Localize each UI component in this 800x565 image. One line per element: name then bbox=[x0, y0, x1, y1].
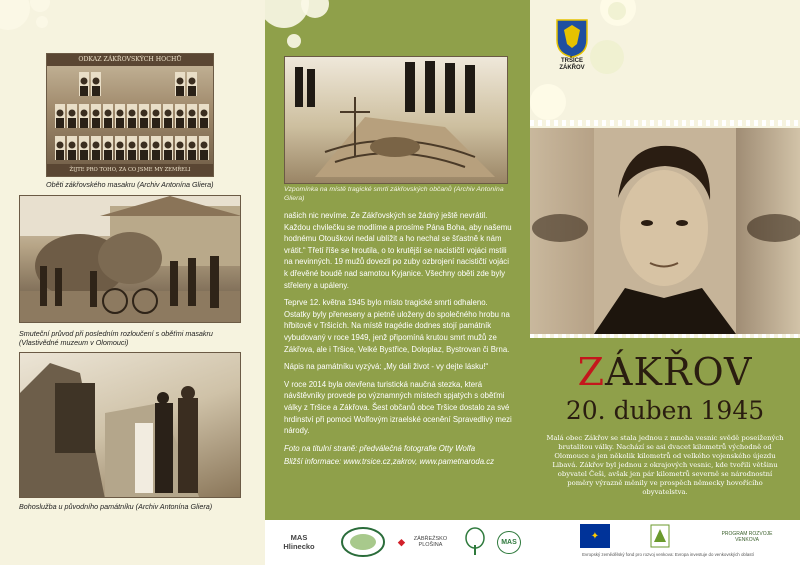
victim-portrait-head bbox=[201, 110, 208, 117]
logo-seal bbox=[340, 527, 386, 557]
victim-portrait-head bbox=[153, 110, 160, 117]
intro-text: Malá obec Zákřov se stala jednou z mnoha vesnic svědě poseižených brutalitou války. Nachází se asi dvacet kilometrů východně od Olomouce a jen několik kilometrů od velkého vojenského újezdu Libavá. Zákřov byl jednou z okrajových vesnic, kde tvořili většinu obyvatel Češi, avšak jen pár kilometrů severně se národnostní poměry výrazně měnily ve prospěch německy hovořícího obyvatelstva. bbox=[546, 434, 784, 496]
caption-funeral: Smuteční průvod při posledním rozloučení s oběťmi masakru (Vlastivědné muzeum v Olomouci) bbox=[19, 329, 213, 347]
title-rest: ÁKŘOV bbox=[605, 350, 753, 394]
tragedy-site-photo bbox=[284, 56, 508, 184]
victim-portrait-body bbox=[80, 150, 88, 160]
memorial-footer: ŽIJTE PRO TOHO, ZA CO JSME MY ZEMŘELI bbox=[47, 164, 213, 176]
victim-portrait-body bbox=[92, 118, 100, 128]
decor-circle bbox=[590, 40, 624, 74]
victim-portrait-head bbox=[93, 142, 100, 149]
logo-mas bbox=[494, 527, 524, 557]
victim-portrait-head bbox=[117, 142, 124, 149]
victim-portrait-body bbox=[68, 118, 76, 128]
victim-portrait-body bbox=[200, 118, 208, 128]
logo-mas-hlinecko: MAS Hlinecko bbox=[283, 533, 315, 551]
victim-portrait-head bbox=[93, 110, 100, 117]
victim-portrait-head bbox=[117, 110, 124, 117]
victim-portrait-body bbox=[116, 150, 124, 160]
victims-memorial-photo bbox=[46, 53, 214, 177]
middle-article bbox=[284, 210, 514, 474]
mass-scene bbox=[20, 353, 241, 498]
victim-portrait-head bbox=[105, 110, 112, 117]
victim-portrait-head bbox=[57, 142, 64, 149]
more-info: Bližší informace: www.trsice.cz,zakrov, www.pametnaroda.cz bbox=[284, 457, 495, 467]
decor-circle bbox=[30, 0, 50, 12]
paragraph: Teprve 12. května 1945 bylo místo tragické smrti odhaleno. Ostatky byly přeneseny a pietně uloženy do společného hrobu na hřbitově v Tršicích. Na místě tragédie dodnes stojí památník vybudovaný v roce 1949, jenž připomíná krutou smrt mužů ze Zákřova, ale i Tršice, Velké Bystřice, Doloplaz, Bystrovan či Brna. bbox=[284, 298, 510, 354]
crest-label-line: TRŠICE bbox=[560, 58, 583, 64]
logo-tree bbox=[462, 527, 488, 557]
victim-portrait-head bbox=[177, 78, 184, 85]
victim-portrait-head bbox=[93, 78, 100, 85]
victim-portrait-head bbox=[69, 142, 76, 149]
victim-portrait-body bbox=[152, 118, 160, 128]
victim-portrait-head bbox=[189, 78, 196, 85]
paragraph: Nápis na památníku vyzývá: „My dali život - vy dejte lásku!“ bbox=[284, 362, 489, 372]
prv-text: PROGRAM ROZVOJE VENKOVA bbox=[721, 531, 773, 543]
decor-circle bbox=[530, 84, 566, 120]
paragraph: našich nic nevíme. Ze Zákřovských se žádný ještě nevrátil. Každou chvilečku se modlíme a prosíme Pána Boha, aby našemu hodnému Otouškovi nedal ublížit a ho nechal se šťastně k nám vrátit.“ Třetí říše se hroutila, o to krutější se nacističtí vojáci mstili na nevinných. 19 mužů dovezli po zuby ozbrojení nacističtí vojáci k dřevěné boudě nad samotou Kyjanice. Všechny oběti zde byly střeleny a upáleny. bbox=[284, 211, 512, 290]
memorial-banner: ODKAZ ZÁKŘOVSKÝCH HOCHŮ bbox=[47, 54, 213, 66]
plosina-icon: ◆ bbox=[398, 536, 405, 547]
portraits-grid bbox=[47, 66, 214, 166]
seal-icon bbox=[341, 527, 385, 557]
memorial-mass-photo bbox=[19, 352, 241, 498]
victim-portrait-body bbox=[80, 118, 88, 128]
crest-label-line: ZÁKŘOV bbox=[559, 65, 585, 71]
portrait-scene bbox=[530, 128, 800, 334]
victim-portrait-body bbox=[56, 118, 64, 128]
decor-circle bbox=[0, 0, 30, 30]
victim-portrait-head bbox=[141, 142, 148, 149]
decor-circle bbox=[287, 34, 301, 48]
victim-portrait-head bbox=[81, 142, 88, 149]
main-title bbox=[530, 350, 800, 394]
victim-portrait-head bbox=[201, 142, 208, 149]
caption-victims: Oběti zákřovského masakru (Archiv Antonína Gliera) bbox=[46, 180, 214, 189]
logo-plosina bbox=[398, 527, 454, 557]
victim-portrait-body bbox=[128, 150, 136, 160]
decor-circle bbox=[36, 16, 48, 28]
victim-portrait-head bbox=[81, 110, 88, 117]
eu-flag bbox=[580, 524, 610, 548]
dotted-border-top bbox=[530, 120, 800, 126]
victim-portrait-body bbox=[188, 150, 196, 160]
victim-portrait-body bbox=[188, 118, 196, 128]
victim-portrait-body bbox=[176, 118, 184, 128]
paragraph: V roce 2014 byla otevřena turistická naučná stezka, která návštěvníky provede po významných místech spjatých s oběťmi války z Tršice a Zákřova. Šest občanů obce Tršice dostalo za své hrdinství při pomoci Wolfovým izraelské ocenění Spravedlivý mezi národy. bbox=[284, 379, 512, 436]
tree-icon bbox=[463, 527, 487, 557]
eu-stars-icon: ✦ bbox=[590, 530, 600, 542]
victim-portrait-head bbox=[165, 142, 172, 149]
victim-portrait-head bbox=[129, 110, 136, 117]
leader-logo bbox=[650, 524, 670, 548]
logo-mas-text: MAS bbox=[497, 531, 521, 554]
victim-portrait-head bbox=[177, 110, 184, 117]
victim-portrait-body bbox=[176, 150, 184, 160]
crest-label bbox=[552, 58, 592, 72]
victim-portrait-head bbox=[57, 110, 64, 117]
victim-portrait-body bbox=[104, 118, 112, 128]
site-scene bbox=[285, 57, 508, 184]
victim-portrait-head bbox=[189, 142, 196, 149]
caption-site: Vzpomínka na místě tragické smrti zákřovských občanů (Archiv Antonína Gliera) bbox=[284, 186, 504, 202]
victim-portrait-head bbox=[105, 142, 112, 149]
victim-portrait-body bbox=[176, 86, 184, 96]
logo-plosina-text: ZÁBŘEŽSKO PLOŠINA bbox=[413, 536, 448, 548]
victim-portrait-body bbox=[80, 86, 88, 96]
victim-portrait-body bbox=[140, 150, 148, 160]
victim-portrait-body bbox=[56, 150, 64, 160]
victim-portrait-head bbox=[153, 142, 160, 149]
leader-icon bbox=[650, 524, 670, 548]
victim-portrait-body bbox=[188, 86, 196, 96]
victim-portrait-body bbox=[140, 118, 148, 128]
caption-mass: Bohoslužba u původního památníku (Archiv Antonína Gliera) bbox=[19, 502, 213, 511]
victim-portrait-head bbox=[177, 142, 184, 149]
eu-funding-text: Evropský zemědělský fond pro rozvoj venkova: Evropa investuje do venkovských oblastí bbox=[582, 552, 754, 557]
victim-portrait-body bbox=[92, 86, 100, 96]
victim-portrait-body bbox=[68, 150, 76, 160]
victim-portrait-body bbox=[92, 150, 100, 160]
crest-icon bbox=[555, 18, 589, 58]
victim-portrait-head bbox=[165, 110, 172, 117]
crest bbox=[555, 18, 589, 58]
photo-credit: Foto na titulní straně: předválečná fotografie Otty Wolfa bbox=[284, 443, 476, 453]
portrait-photo bbox=[530, 128, 800, 334]
victim-portrait-body bbox=[128, 118, 136, 128]
title-first-letter: Z bbox=[577, 350, 606, 394]
victim-portrait-head bbox=[141, 110, 148, 117]
victim-portrait-head bbox=[69, 110, 76, 117]
prv-logo bbox=[712, 524, 782, 550]
funeral-procession-photo bbox=[19, 195, 241, 323]
decor-circle bbox=[608, 2, 626, 20]
victim-portrait-head bbox=[189, 110, 196, 117]
victim-portrait-body bbox=[164, 150, 172, 160]
victim-portrait-body bbox=[104, 150, 112, 160]
subtitle-date: 20. duben 1945 bbox=[565, 396, 765, 425]
procession-scene bbox=[20, 196, 241, 323]
victim-portrait-head bbox=[129, 142, 136, 149]
victim-portrait-body bbox=[164, 118, 172, 128]
victim-portrait-body bbox=[116, 118, 124, 128]
victim-portrait-head bbox=[81, 78, 88, 85]
victim-portrait-body bbox=[152, 150, 160, 160]
victim-portrait-body bbox=[200, 150, 208, 160]
